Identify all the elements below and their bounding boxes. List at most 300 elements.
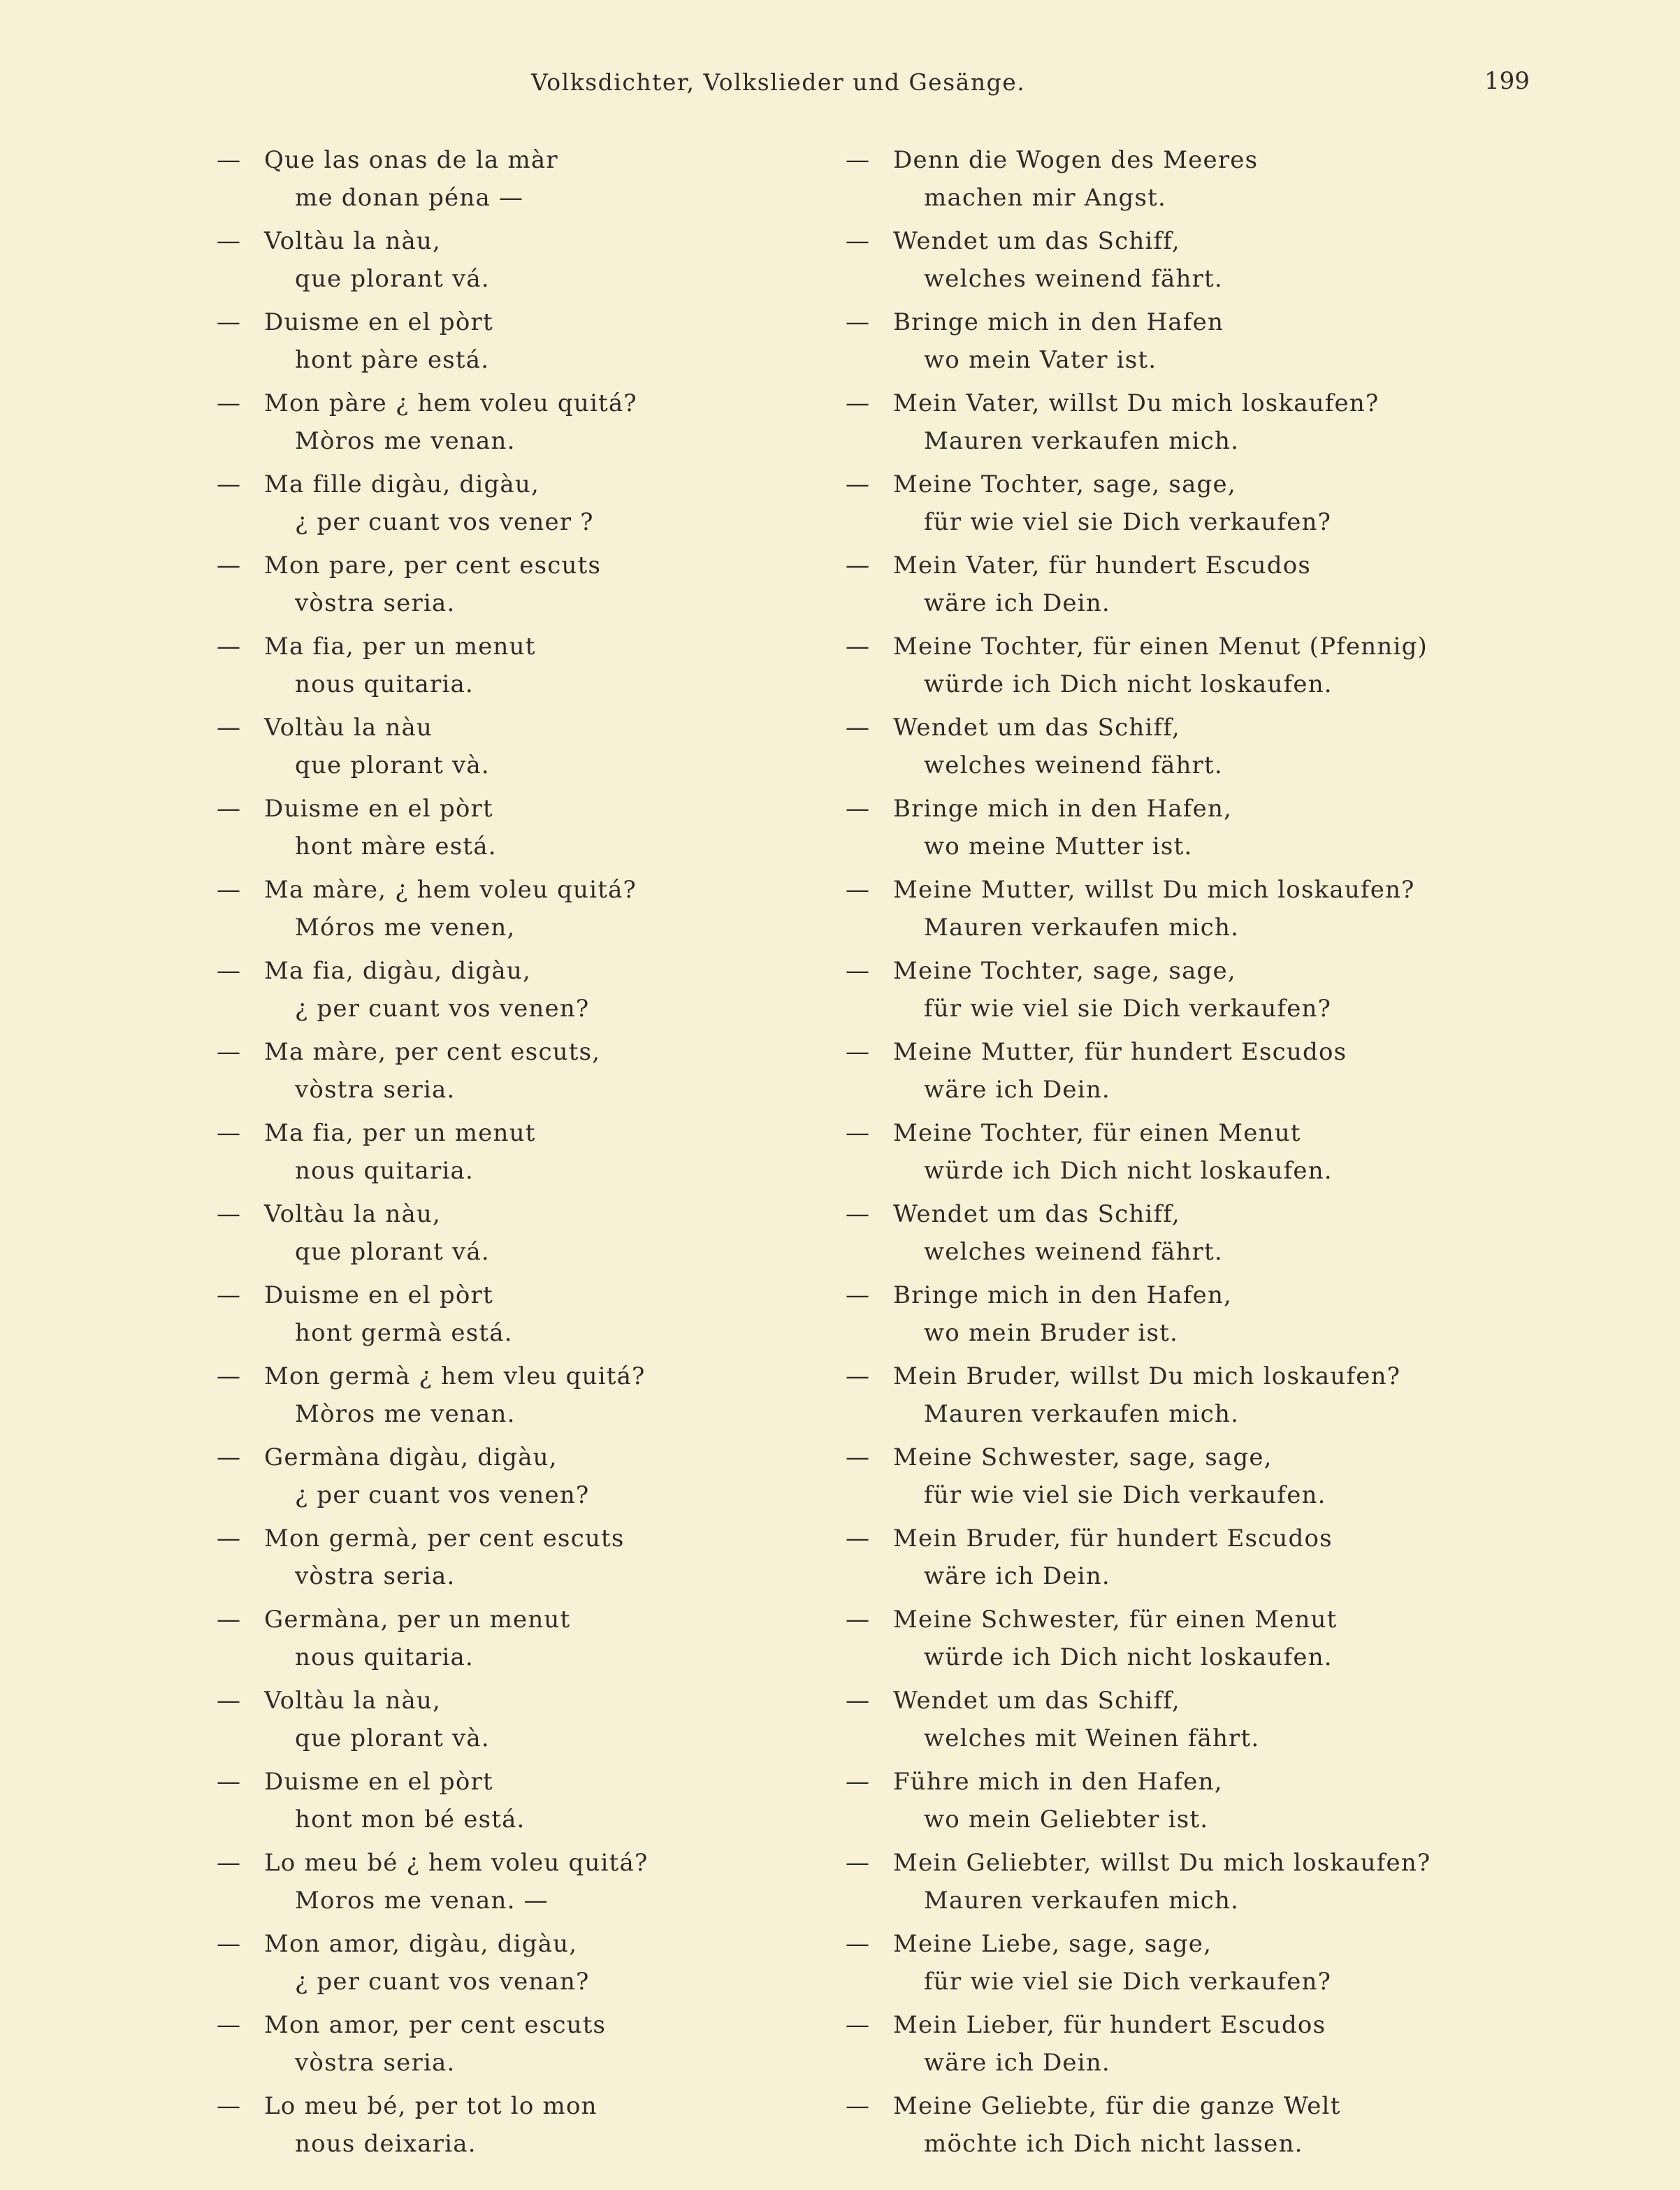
verse-line xyxy=(217,222,648,260)
verse-stanza xyxy=(846,2006,1431,2082)
em-dash: — xyxy=(846,389,871,417)
verse-stanza xyxy=(217,1276,648,1352)
em-dash: — xyxy=(217,1525,242,1553)
em-dash: — xyxy=(846,1200,871,1228)
verse-text: Duisme en el pòrt xyxy=(264,308,493,336)
verse-stanza xyxy=(217,141,648,217)
verse-line xyxy=(846,1195,1431,1233)
verse-line xyxy=(846,2087,1431,2125)
verse-text: Lo meu bé ¿ hem voleu quitá? xyxy=(264,1849,649,1877)
verse-line xyxy=(846,2044,1431,2082)
verse-line xyxy=(217,1801,648,1838)
verse-text: Bringe mich in den Hafen xyxy=(893,308,1224,336)
verse-text: Ma màre, ¿ hem voleu quitá? xyxy=(264,876,637,904)
verse-text: für wie viel sie Dich verkaufen. xyxy=(924,1481,1326,1509)
verse-line xyxy=(217,709,648,747)
verse-stanza xyxy=(217,303,648,379)
em-dash: — xyxy=(846,552,871,579)
verse-line xyxy=(217,547,648,584)
verse-stanza xyxy=(217,1357,648,1433)
verse-text: würde ich Dich nicht loskaufen. xyxy=(924,1157,1333,1185)
verse-text: Duisme en el pòrt xyxy=(264,795,493,823)
verse-line xyxy=(217,747,648,784)
verse-text: Meine Tochter, sage, sage, xyxy=(893,957,1236,985)
verse-line xyxy=(217,2087,648,2125)
verse-line xyxy=(217,1276,648,1314)
verse-line xyxy=(217,1763,648,1801)
verse-text: vòstra seria. xyxy=(295,2049,456,2077)
verse-line xyxy=(846,2006,1431,2044)
em-dash: — xyxy=(217,1443,242,1471)
verse-line xyxy=(846,1720,1431,1757)
verse-stanza xyxy=(217,466,648,541)
verse-text: Mein Vater, für hundert Escudos xyxy=(893,552,1312,579)
verse-line xyxy=(217,1601,648,1638)
verse-line xyxy=(846,990,1431,1028)
verse-text: Mon germà, per cent escuts xyxy=(264,1525,625,1553)
verse-text: nous quitaria. xyxy=(295,1643,474,1671)
verse-line xyxy=(846,584,1431,622)
verse-text: wäre ich Dein. xyxy=(924,589,1110,617)
em-dash: — xyxy=(846,795,871,823)
verse-line xyxy=(846,1801,1431,1838)
em-dash: — xyxy=(217,2011,242,2039)
verse-stanza xyxy=(846,1763,1431,1838)
verse-text: Denn die Wogen des Meeres xyxy=(893,146,1259,174)
em-dash: — xyxy=(846,714,871,742)
verse-text: ¿ per cuant vos vener ? xyxy=(295,508,594,536)
verse-line xyxy=(217,1314,648,1352)
verse-text: hont màre está. xyxy=(295,833,497,860)
verse-text: wo mein Geliebter ist. xyxy=(924,1806,1209,1834)
verse-text: für wie viel sie Dich verkaufen? xyxy=(924,995,1332,1023)
verse-stanza xyxy=(217,1520,648,1595)
verse-line xyxy=(846,709,1431,747)
verse-text: wo mein Vater ist. xyxy=(924,346,1157,374)
verse-text: ¿ per cuant vos venen? xyxy=(295,1481,590,1509)
em-dash: — xyxy=(846,1930,871,1958)
verse-line xyxy=(217,1682,648,1720)
verse-text: Que las onas de la màr xyxy=(264,146,558,174)
verse-text: nous deixaria. xyxy=(295,2130,477,2158)
verse-text: Wendet um das Schiff, xyxy=(893,714,1180,742)
verse-line xyxy=(846,1276,1431,1314)
verse-stanza xyxy=(217,790,648,865)
verse-stanza xyxy=(846,952,1431,1028)
verse-stanza xyxy=(217,628,648,703)
verse-line xyxy=(846,747,1431,784)
verse-line xyxy=(217,1925,648,1963)
verse-text: nous quitaria. xyxy=(295,670,474,698)
verse-text: Meine Mutter, für hundert Escudos xyxy=(893,1038,1347,1066)
verse-stanza xyxy=(217,1601,648,1676)
verse-stanza xyxy=(217,1844,648,1919)
verse-stanza xyxy=(217,2006,648,2082)
verse-stanza xyxy=(846,1276,1431,1352)
verse-text: Mòros me venan. xyxy=(295,1400,516,1428)
verse-line xyxy=(846,1520,1431,1557)
verse-text: Wendet um das Schiff, xyxy=(893,1687,1180,1715)
verse-line xyxy=(217,1439,648,1476)
verse-line xyxy=(846,1357,1431,1395)
verse-line xyxy=(846,547,1431,584)
verse-line xyxy=(217,1395,648,1433)
verse-line xyxy=(846,1557,1431,1595)
verse-stanza xyxy=(846,1033,1431,1109)
page-number: 199 xyxy=(1484,67,1530,95)
catalan-verse-column xyxy=(217,141,648,2168)
verse-text: würde ich Dich nicht loskaufen. xyxy=(924,1643,1333,1671)
verse-stanza xyxy=(217,871,648,946)
em-dash: — xyxy=(846,633,871,661)
verse-line xyxy=(846,628,1431,665)
verse-line xyxy=(846,1152,1431,1190)
verse-text: vòstra seria. xyxy=(295,1076,456,1104)
em-dash: — xyxy=(846,1768,871,1796)
verse-text: Meine Tochter, sage, sage, xyxy=(893,470,1236,498)
verse-text: Meine Geliebte, für die ganze Welt xyxy=(893,2092,1341,2120)
verse-text: hont germà está. xyxy=(295,1319,513,1347)
verse-line xyxy=(217,260,648,298)
verse-text: Duisme en el pòrt xyxy=(264,1768,493,1796)
em-dash: — xyxy=(217,876,242,904)
verse-stanza xyxy=(217,1763,648,1838)
verse-line xyxy=(217,303,648,341)
verse-line xyxy=(217,1357,648,1395)
verse-text: Meine Mutter, willst Du mich loskaufen? xyxy=(893,876,1415,904)
em-dash: — xyxy=(846,308,871,336)
em-dash: — xyxy=(217,1606,242,1634)
verse-text: Ma fia, digàu, digàu, xyxy=(264,957,532,985)
em-dash: — xyxy=(217,552,242,579)
verse-line xyxy=(217,1963,648,2001)
verse-line xyxy=(846,871,1431,909)
verse-line xyxy=(846,179,1431,217)
verse-line xyxy=(217,2006,648,2044)
verse-text: que plorant vá. xyxy=(295,265,490,293)
verse-line xyxy=(846,1638,1431,1676)
verse-text: Mein Bruder, für hundert Escudos xyxy=(893,1525,1333,1553)
verse-stanza xyxy=(846,1844,1431,1919)
verse-text: Wendet um das Schiff, xyxy=(893,1200,1180,1228)
verse-line xyxy=(217,1882,648,1919)
verse-text: Mon pare, per cent escuts xyxy=(264,552,602,579)
verse-text: welches weinend fährt. xyxy=(924,265,1223,293)
verse-text: für wie viel sie Dich verkaufen? xyxy=(924,508,1332,536)
em-dash: — xyxy=(217,1119,242,1147)
verse-text: nous quitaria. xyxy=(295,1157,474,1185)
verse-text: welches mit Weinen fährt. xyxy=(924,1724,1260,1752)
em-dash: — xyxy=(217,1687,242,1715)
verse-stanza xyxy=(846,628,1431,703)
verse-stanza xyxy=(846,141,1431,217)
verse-line xyxy=(846,303,1431,341)
verse-line xyxy=(846,1963,1431,2001)
verse-stanza xyxy=(846,1925,1431,2001)
verse-line xyxy=(217,584,648,622)
verse-text: Moros me venan. — xyxy=(295,1887,549,1915)
verse-line xyxy=(846,141,1431,179)
em-dash: — xyxy=(217,1849,242,1877)
em-dash: — xyxy=(846,2092,871,2120)
verse-text: vòstra seria. xyxy=(295,1562,456,1590)
verse-line xyxy=(846,828,1431,865)
em-dash: — xyxy=(217,470,242,498)
em-dash: — xyxy=(217,1200,242,1228)
verse-line xyxy=(846,1033,1431,1071)
verse-text: que plorant và. xyxy=(295,1724,490,1752)
em-dash: — xyxy=(217,795,242,823)
verse-line xyxy=(846,1314,1431,1352)
verse-line xyxy=(846,341,1431,379)
verse-text: me donan péna — xyxy=(295,184,524,212)
verse-text: Mein Lieber, für hundert Escudos xyxy=(893,2011,1326,2039)
verse-text: Mein Bruder, willst Du mich loskaufen? xyxy=(893,1362,1401,1390)
verse-line xyxy=(217,1638,648,1676)
verse-stanza xyxy=(846,790,1431,865)
verse-text: wo meine Mutter ist. xyxy=(924,833,1193,860)
verse-stanza xyxy=(217,384,648,460)
verse-line xyxy=(217,2125,648,2163)
verse-text: Mon amor, digàu, digàu, xyxy=(264,1930,578,1958)
verse-text: Meine Tochter, für einen Menut (Pfennig) xyxy=(893,633,1428,661)
verse-line xyxy=(217,1233,648,1271)
verse-line xyxy=(217,179,648,217)
em-dash: — xyxy=(846,1849,871,1877)
verse-stanza xyxy=(846,547,1431,622)
running-head: Volksdichter, Volkslieder und Gesänge. xyxy=(531,69,1026,96)
em-dash: — xyxy=(217,1930,242,1958)
verse-text: ¿ per cuant vos venen? xyxy=(295,995,590,1023)
verse-line xyxy=(846,1114,1431,1152)
verse-line xyxy=(846,2125,1431,2163)
em-dash: — xyxy=(217,633,242,661)
verse-stanza xyxy=(217,1033,648,1109)
verse-text: machen mir Angst. xyxy=(924,184,1166,212)
verse-stanza xyxy=(846,709,1431,784)
verse-line xyxy=(846,952,1431,990)
verse-line xyxy=(217,1476,648,1514)
verse-stanza xyxy=(846,1682,1431,1757)
verse-text: que plorant và. xyxy=(295,751,490,779)
verse-line xyxy=(846,1233,1431,1271)
verse-line xyxy=(846,1925,1431,1963)
verse-text: Meine Tochter, für einen Menut xyxy=(893,1119,1301,1147)
em-dash: — xyxy=(217,146,242,174)
verse-line xyxy=(217,2044,648,2082)
verse-line xyxy=(846,384,1431,422)
verse-text: vòstra seria. xyxy=(295,589,456,617)
verse-line xyxy=(846,665,1431,703)
verse-text: für wie viel sie Dich verkaufen? xyxy=(924,1968,1332,1996)
em-dash: — xyxy=(217,1362,242,1390)
em-dash: — xyxy=(846,1443,871,1471)
verse-stanza xyxy=(846,384,1431,460)
verse-text: Meine Schwester, für einen Menut xyxy=(893,1606,1338,1634)
verse-text: Bringe mich in den Hafen, xyxy=(893,795,1233,823)
verse-stanza xyxy=(217,1925,648,2001)
em-dash: — xyxy=(217,714,242,742)
verse-text: Mon amor, per cent escuts xyxy=(264,2011,607,2039)
german-translation-column xyxy=(846,141,1431,2168)
verse-text: Lo meu bé, per tot lo mon xyxy=(264,2092,598,2120)
em-dash: — xyxy=(846,1362,871,1390)
em-dash: — xyxy=(217,2092,242,2120)
verse-text: Führe mich in den Hafen, xyxy=(893,1768,1223,1796)
verse-stanza xyxy=(217,952,648,1028)
verse-line xyxy=(217,1195,648,1233)
em-dash: — xyxy=(846,227,871,255)
verse-text: que plorant vá. xyxy=(295,1238,490,1266)
verse-text: Voltàu la nàu, xyxy=(264,1200,442,1228)
verse-text: hont mon bé está. xyxy=(295,1806,526,1834)
verse-text: Mein Geliebter, willst Du mich loskaufen? xyxy=(893,1849,1431,1877)
verse-stanza xyxy=(846,871,1431,946)
verse-text: wo mein Bruder ist. xyxy=(924,1319,1178,1347)
verse-line xyxy=(217,909,648,946)
verse-line xyxy=(846,790,1431,828)
verse-line xyxy=(846,1395,1431,1433)
verse-text: Meine Schwester, sage, sage, xyxy=(893,1443,1273,1471)
verse-stanza xyxy=(846,222,1431,298)
verse-line xyxy=(217,990,648,1028)
verse-text: wäre ich Dein. xyxy=(924,1562,1110,1590)
em-dash: — xyxy=(846,1525,871,1553)
verse-line xyxy=(846,222,1431,260)
em-dash: — xyxy=(217,227,242,255)
verse-text: Germàna digàu, digàu, xyxy=(264,1443,558,1471)
verse-line xyxy=(846,1844,1431,1882)
verse-text: wäre ich Dein. xyxy=(924,1076,1110,1104)
verse-text: Mauren verkaufen mich. xyxy=(924,427,1240,455)
verse-line xyxy=(217,1114,648,1152)
verse-stanza xyxy=(217,1195,648,1271)
verse-line xyxy=(846,1763,1431,1801)
verse-stanza xyxy=(846,1520,1431,1595)
verse-line xyxy=(846,260,1431,298)
verse-line xyxy=(846,1601,1431,1638)
verse-stanza xyxy=(846,1357,1431,1433)
verse-line xyxy=(846,466,1431,503)
em-dash: — xyxy=(846,1606,871,1634)
verse-text: Mòros me venan. xyxy=(295,427,516,455)
em-dash: — xyxy=(217,308,242,336)
verse-stanza xyxy=(846,1114,1431,1190)
verse-text: Bringe mich in den Hafen, xyxy=(893,1281,1233,1309)
verse-line xyxy=(217,1071,648,1109)
verse-text: Germàna, per un menut xyxy=(264,1606,571,1634)
verse-stanza xyxy=(846,1601,1431,1676)
verse-line xyxy=(217,1520,648,1557)
verse-text: Voltàu la nàu, xyxy=(264,1687,442,1715)
verse-text: Voltàu la nàu, xyxy=(264,227,442,255)
verse-line xyxy=(217,665,648,703)
verse-line xyxy=(217,628,648,665)
verse-text: hont pàre está. xyxy=(295,346,490,374)
verse-line xyxy=(217,1844,648,1882)
em-dash: — xyxy=(846,1687,871,1715)
verse-text: Mon pàre ¿ hem voleu quitá? xyxy=(264,389,637,417)
verse-stanza xyxy=(217,1114,648,1190)
verse-text: Mon germà ¿ hem vleu quitá? xyxy=(264,1362,646,1390)
verse-text: Ma màre, per cent escuts, xyxy=(264,1038,601,1066)
em-dash: — xyxy=(846,1038,871,1066)
verse-text: würde ich Dich nicht loskaufen. xyxy=(924,670,1333,698)
verse-text: Mein Vater, willst Du mich loskaufen? xyxy=(893,389,1380,417)
em-dash: — xyxy=(846,876,871,904)
verse-line xyxy=(846,1882,1431,1919)
verse-text: Ma fille digàu, digàu, xyxy=(264,470,540,498)
verse-text: ¿ per cuant vos venan? xyxy=(295,1968,590,1996)
verse-text: Ma fia, per un menut xyxy=(264,1119,536,1147)
verse-line xyxy=(846,1476,1431,1514)
verse-line xyxy=(217,952,648,990)
verse-text: möchte ich Dich nicht lassen. xyxy=(924,2130,1303,2158)
verse-stanza xyxy=(217,547,648,622)
verse-text: Wendet um das Schiff, xyxy=(893,227,1180,255)
verse-text: wäre ich Dein. xyxy=(924,2049,1110,2077)
verse-line xyxy=(846,503,1431,541)
verse-line xyxy=(217,141,648,179)
em-dash: — xyxy=(846,1281,871,1309)
verse-line xyxy=(217,1152,648,1190)
em-dash: — xyxy=(846,470,871,498)
verse-line xyxy=(217,384,648,422)
verse-text: Mauren verkaufen mich. xyxy=(924,1887,1240,1915)
verse-text: Voltàu la nàu xyxy=(264,714,433,742)
verse-stanza xyxy=(217,1439,648,1514)
verse-stanza xyxy=(846,2087,1431,2163)
verse-text: Mauren verkaufen mich. xyxy=(924,914,1240,942)
verse-stanza xyxy=(846,303,1431,379)
verse-stanza xyxy=(846,1439,1431,1514)
verse-text: welches weinend fährt. xyxy=(924,1238,1223,1266)
verse-line xyxy=(217,1033,648,1071)
verse-text: Meine Liebe, sage, sage, xyxy=(893,1930,1212,1958)
verse-line xyxy=(217,1557,648,1595)
verse-line xyxy=(217,828,648,865)
em-dash: — xyxy=(217,1038,242,1066)
verse-stanza xyxy=(846,466,1431,541)
verse-text: Duisme en el pòrt xyxy=(264,1281,493,1309)
em-dash: — xyxy=(217,1768,242,1796)
verse-line xyxy=(217,790,648,828)
verse-text: Móros me venen, xyxy=(295,914,516,942)
verse-line xyxy=(217,871,648,909)
em-dash: — xyxy=(846,957,871,985)
verse-line xyxy=(217,1720,648,1757)
em-dash: — xyxy=(217,957,242,985)
em-dash: — xyxy=(217,1281,242,1309)
verse-line xyxy=(846,1439,1431,1476)
verse-stanza xyxy=(217,222,648,298)
verse-line xyxy=(217,503,648,541)
verse-text: Ma fia, per un menut xyxy=(264,633,536,661)
verse-line xyxy=(217,341,648,379)
verse-line xyxy=(217,422,648,460)
verse-text: welches weinend fährt. xyxy=(924,751,1223,779)
verse-stanza xyxy=(846,1195,1431,1271)
em-dash: — xyxy=(846,2011,871,2039)
verse-stanza xyxy=(217,709,648,784)
verse-stanza xyxy=(217,2087,648,2163)
verse-line xyxy=(846,909,1431,946)
verse-line xyxy=(846,422,1431,460)
verse-text: Mauren verkaufen mich. xyxy=(924,1400,1240,1428)
verse-line xyxy=(846,1682,1431,1720)
em-dash: — xyxy=(846,1119,871,1147)
verse-line xyxy=(217,466,648,503)
